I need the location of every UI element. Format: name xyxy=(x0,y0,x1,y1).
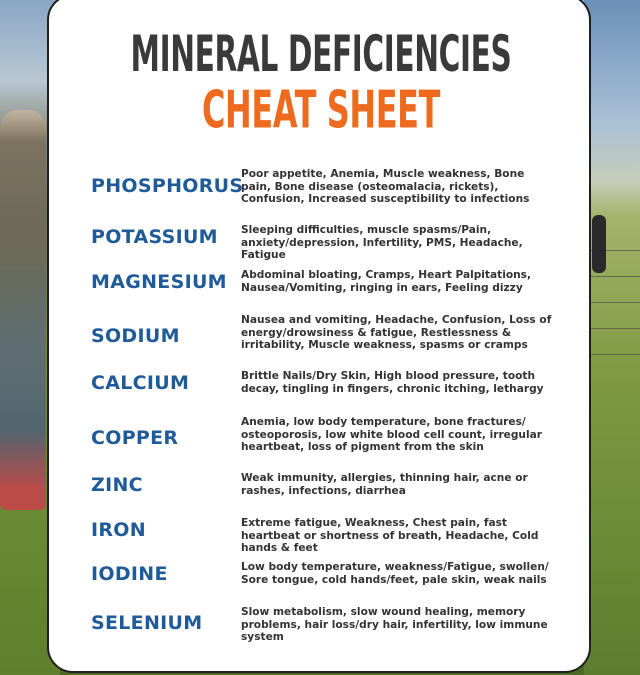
mineral-row-copper xyxy=(49,414,593,454)
mineral-symptoms: Low body temperature, weakness/Fatigue, swollen/ Sore tongue, cold hands/feet, pale skin, weak nails xyxy=(241,561,549,586)
mineral-row-iodine xyxy=(49,560,593,588)
mineral-name: MAGNESIUM xyxy=(91,271,227,293)
mineral-row-sodium xyxy=(49,312,593,352)
mineral-name: IRON xyxy=(91,519,146,541)
mineral-row-iron xyxy=(49,516,593,555)
cheat-sheet-card xyxy=(47,0,591,673)
mineral-symptoms: Slow metabolism, slow wound healing, memory problems, hair loss/dry hair, infertility, low immune system xyxy=(241,606,548,644)
mineral-row-selenium xyxy=(49,605,593,645)
mineral-symptoms: Anemia, low body temperature, bone fractures/ osteoporosis, low white blood cell count, irregular heartbeat, loss of pigment from the skin xyxy=(241,416,542,454)
mineral-name: POTASSIUM xyxy=(91,226,218,248)
mineral-row-magnesium xyxy=(49,268,593,296)
mineral-row-zinc xyxy=(49,471,593,499)
page-title: MINERAL DEFICIENCIES xyxy=(130,26,512,84)
mineral-name: CALCIUM xyxy=(91,372,190,394)
mineral-symptoms: Sleeping difficulties, muscle spasms/Pain, anxiety/depression, Infertility, PMS, Headache, Fatigue xyxy=(241,224,523,262)
mineral-name: ZINC xyxy=(91,474,143,496)
page-subtitle: CHEAT SHEET xyxy=(202,80,440,140)
mineral-symptoms: Nausea and vomiting, Headache, Confusion, Loss of energy/drowsiness & fatigue, Restlessness & irritability, Muscle weakness, spasms or cramps xyxy=(241,314,552,352)
cow-image xyxy=(592,215,606,273)
mineral-name: IODINE xyxy=(91,563,168,585)
person-walking-image xyxy=(0,110,46,510)
mineral-name: SELENIUM xyxy=(91,612,203,634)
mineral-name: SODIUM xyxy=(91,325,180,347)
mineral-symptoms: Abdominal bloating, Cramps, Heart Palpitations, Nausea/Vomiting, ringing in ears, Feeling dizzy xyxy=(241,269,531,294)
mineral-symptoms: Extreme fatigue, Weakness, Chest pain, fast heartbeat or shortness of breath, Headache, Cold hands & feet xyxy=(241,517,539,555)
mineral-name: COPPER xyxy=(91,427,179,449)
mineral-symptoms: Brittle Nails/Dry Skin, High blood pressure, tooth decay, tingling in fingers, chronic itching, lethargy xyxy=(241,370,544,395)
mineral-row-calcium xyxy=(49,369,593,397)
mineral-row-potassium xyxy=(49,223,593,262)
mineral-row-phosphorus xyxy=(49,166,593,206)
mineral-symptoms: Poor appetite, Anemia, Muscle weakness, Bone pain, Bone disease (osteomalacia, rickets), Confusion, Increased susceptibility to infections xyxy=(241,168,530,206)
mineral-symptoms: Weak immunity, allergies, thinning hair, acne or rashes, infections, diarrhea xyxy=(241,472,528,497)
mineral-name: PHOSPHORUS xyxy=(91,175,244,197)
